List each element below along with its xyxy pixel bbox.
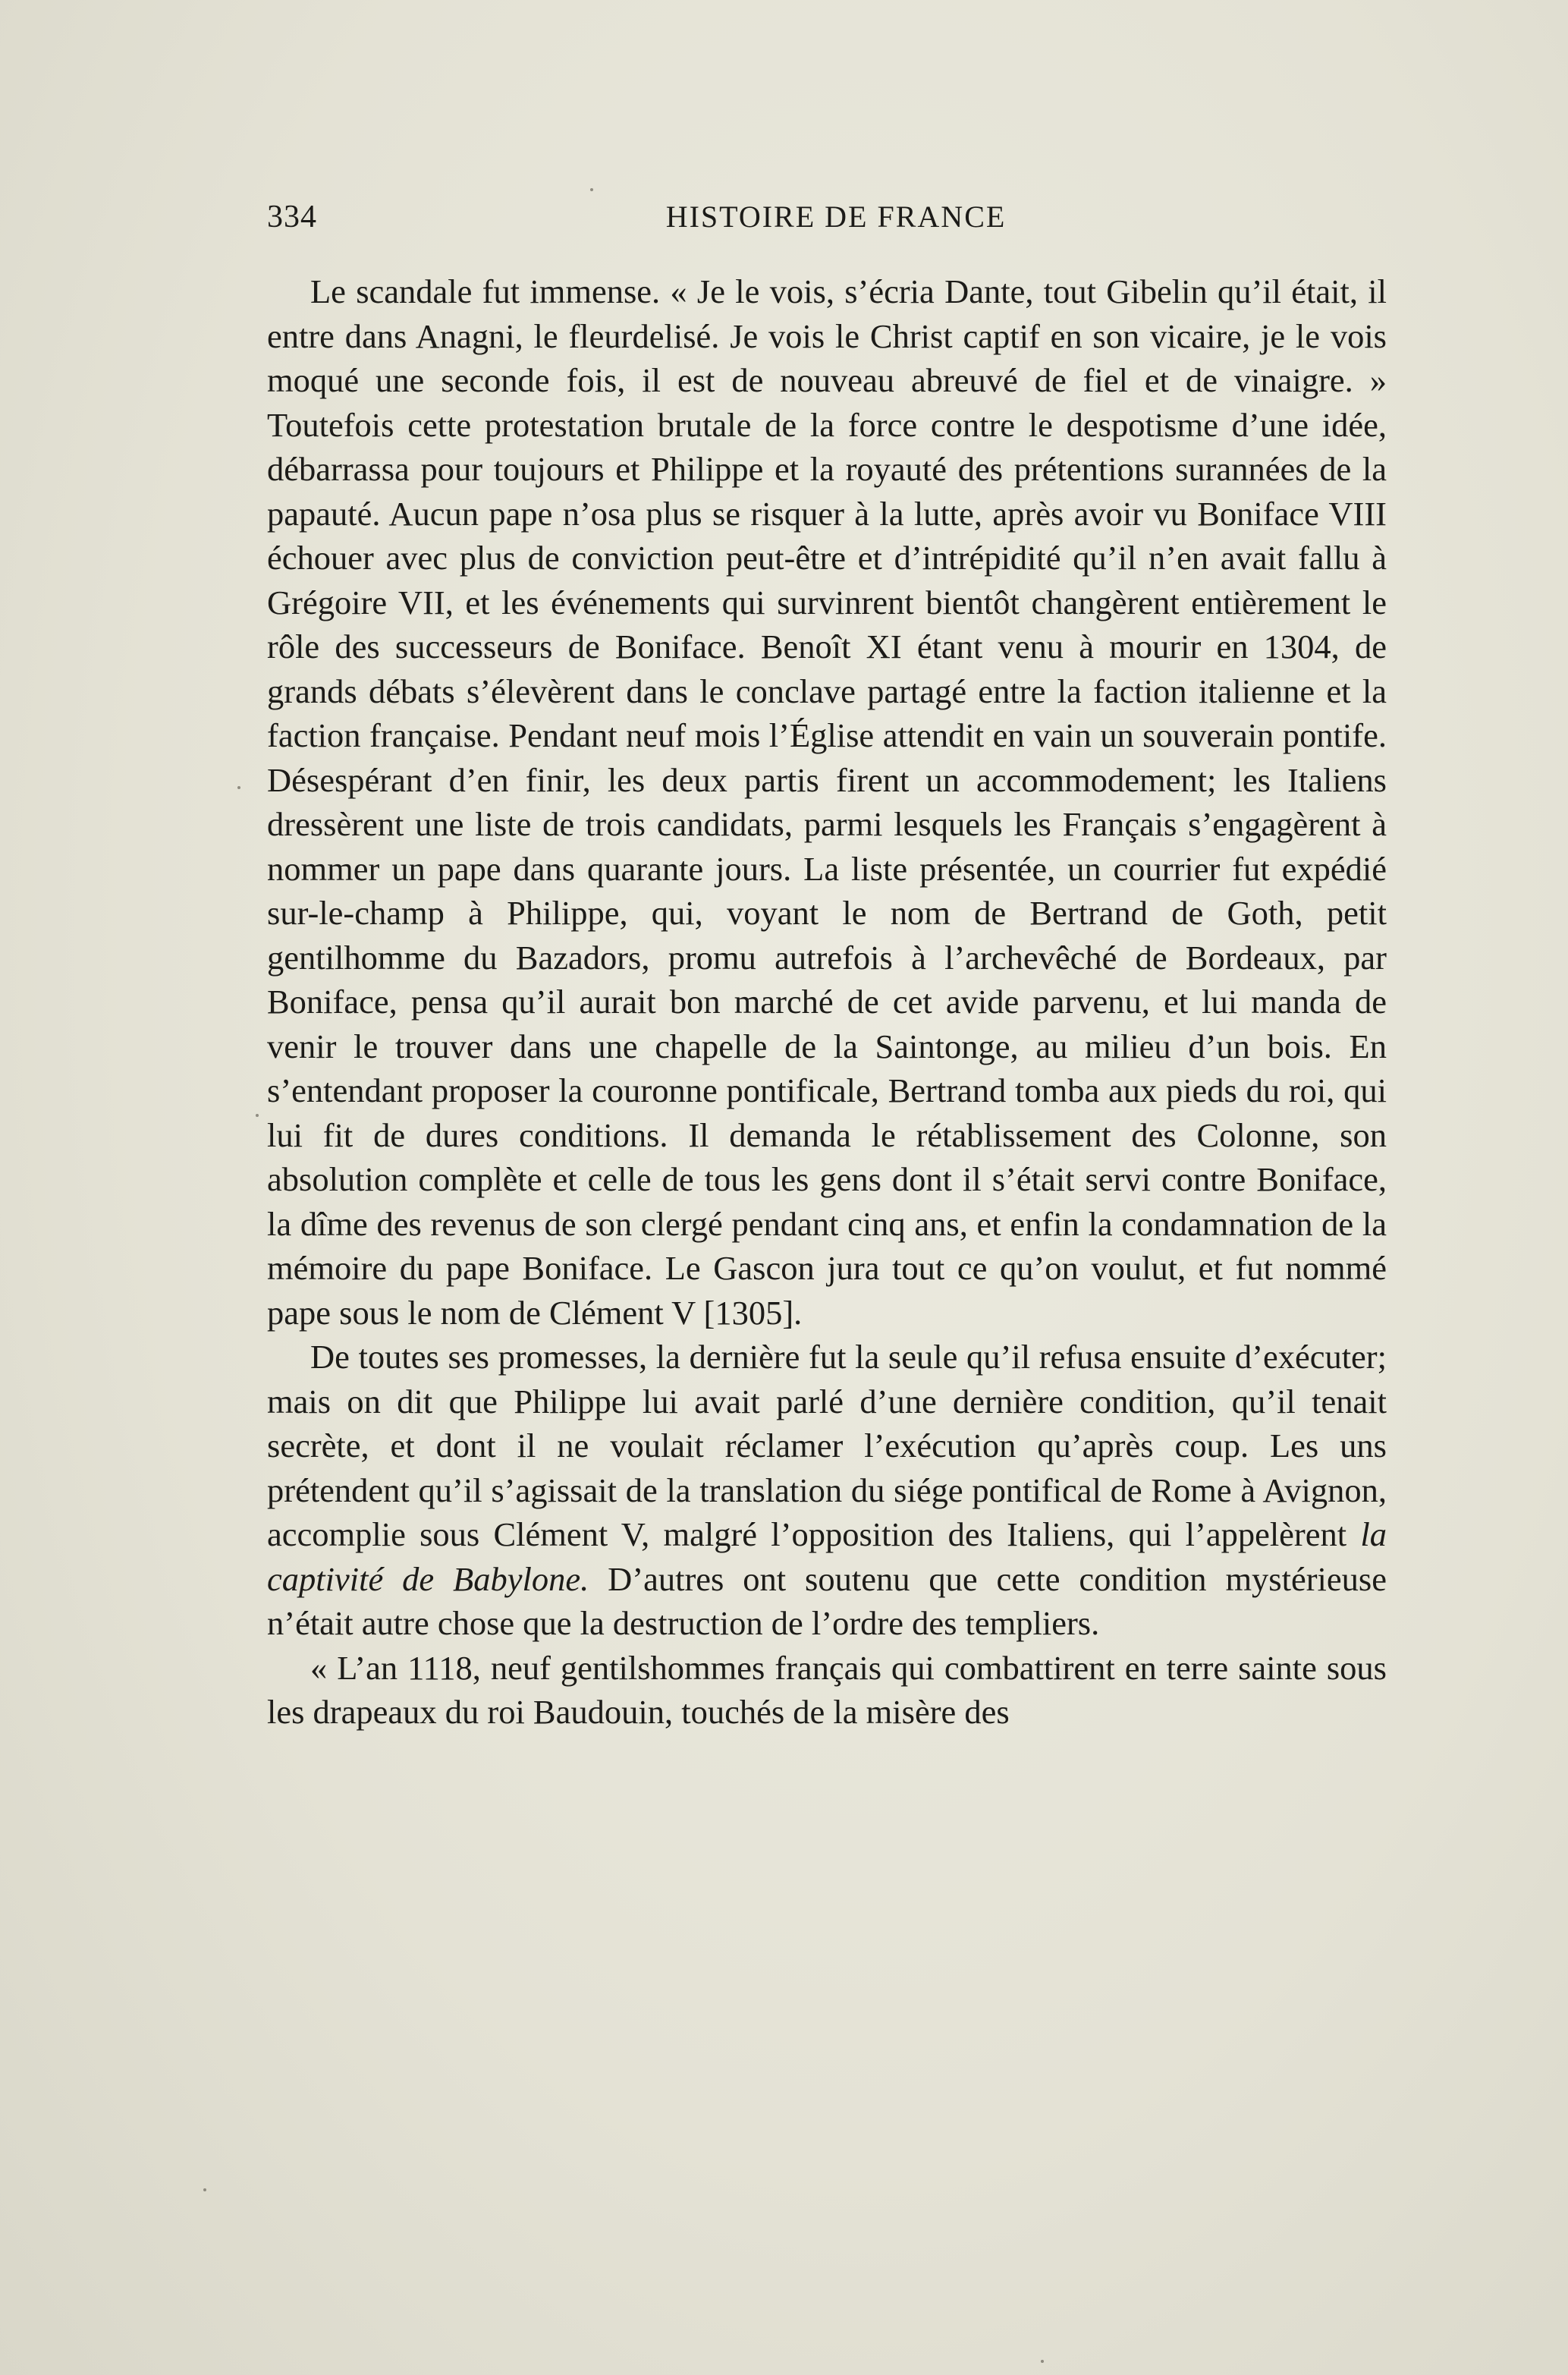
paper-speck xyxy=(590,188,593,191)
paragraph-3-text: « L’an 1118, neuf gentilshommes français qui combattirent en terre sainte sous les drapeaux du roi Baudouin, touchés de la misère des xyxy=(267,1648,1387,1731)
paragraph-1 xyxy=(267,269,1387,1335)
page-header xyxy=(267,199,1390,244)
paper-speck xyxy=(256,1114,259,1117)
paragraph-3 xyxy=(267,1646,1387,1735)
paper-speck xyxy=(1041,2360,1044,2363)
running-title: HISTOIRE DE FRANCE xyxy=(665,200,1007,234)
paper-speck xyxy=(203,2188,206,2191)
paragraph-2-text: De toutes ses promesses, la dernière fut la seule qu’il refusa ensuite d’exécuter; mais on dit que Philippe lui avait parlé d’une dernière condition, qu’il tenait secrète, et dont il ne voulait réclamer l’exécution qu’après coup. Les uns prétendent qu’il s’agissait de la translation du siége pontifical de Rome à Avignon, accomplie sous Clément V, malgré l’opposition des Italiens, qui l’appelèrent xyxy=(267,1338,1387,1553)
paragraph-1-text: Le scandale fut immense. « Je le vois, s’écria Dante, tout Gibelin qu’il était, il entre dans Anagni, le fleurdelisé. Je vois le Christ captif en son vicaire, je le vois moqué une seconde fois, il est de nouveau abreuvé de fiel et de vinaigre. » Toutefois cette protestation brutale de la force contre le despotisme d’une idée, débarrassa pour toujours et Philippe et la royauté des prétentions surannées de la papauté. Aucun pape n’osa plus se risquer à la lutte, après avoir vu Boniface VIII échouer avec plus de conviction peut-être et d’intrépidité qu’il n’en avait fallu à Grégoire VII, et les événements qui survinrent bientôt changèrent entièrement le rôle des successeurs de Boniface. Benoît XI étant venu à mourir en 1304, de grands débats s’élevèrent dans le conclave partagé entre la faction italienne et la faction française. Pendant neuf mois l’Église attendit en vain un souverain pontife. Désespérant d’en finir, les deux partis firent un accommodement; les Italiens dressèrent une liste de trois candidats, parmi lesquels les Français s’engagèrent à nommer un pape dans quarante jours. La liste présentée, un courrier fut expédié sur-le-champ à Philippe, qui, voyant le nom de Bertrand de Goth, petit gentilhomme du Bazadors, promu autrefois à l’archevêché de Bordeaux, par Boniface, pensa qu’il aurait bon marché de cet avide parvenu, et lui manda de venir le trouver dans une chapelle de la Saintonge, au milieu d’un bois. En s’entendant proposer la couronne pontificale, Bertrand tomba aux pieds du roi, qui lui fit de dures conditions. Il demanda le rétablissement des Colonne, son absolution complète et celle de tous les gens dont il s’était servi contre Boniface, la dîme des revenus de son clergé pendant cinq ans, et enfin la condamnation de la mémoire du pape Boniface. Le Gascon jura tout ce qu’on voulut, et fut nommé pape sous le nom de Clément V [1305]. xyxy=(267,272,1387,1332)
paper-speck xyxy=(237,786,240,789)
paragraph-2-text-end: D’autres ont soutenu que cette condition mystérieuse n’était autre chose que la destruction de l’ordre des templiers. xyxy=(267,1559,1387,1642)
body-text xyxy=(267,269,1387,1735)
paragraph-2 xyxy=(267,1335,1387,1646)
paragraph-2-italic: la captivité de Babylone. xyxy=(267,1515,1387,1598)
page-number: 334 xyxy=(267,200,317,234)
